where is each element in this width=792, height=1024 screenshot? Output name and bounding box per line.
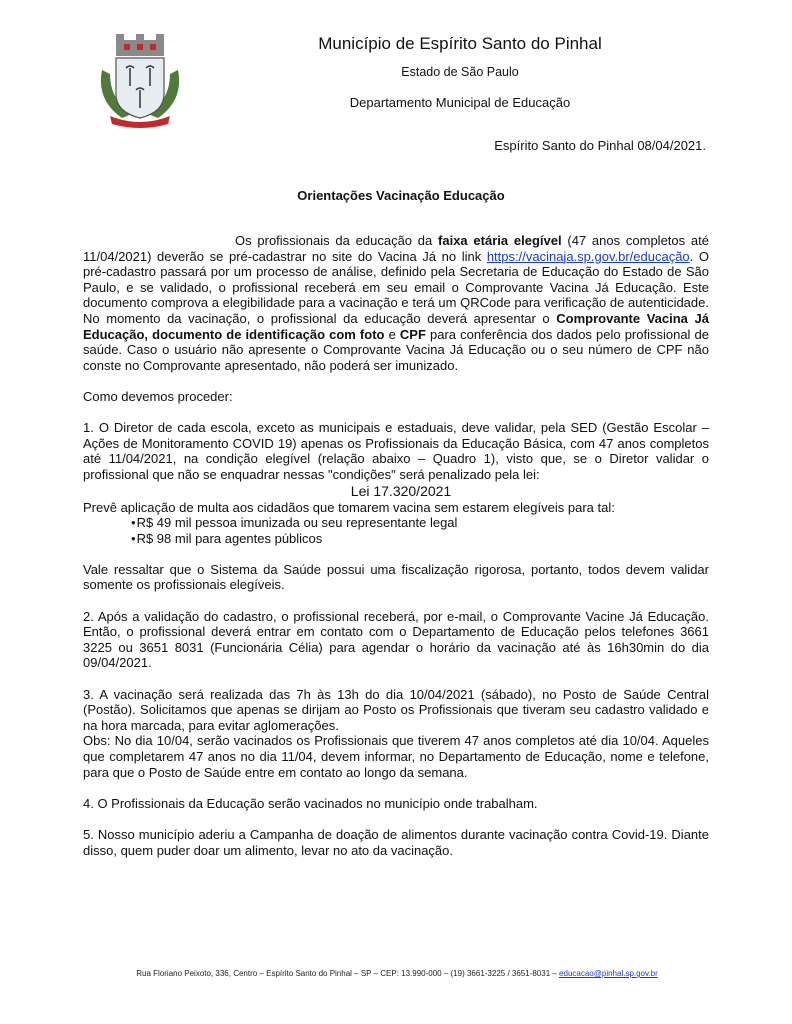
- bullet-icon: •: [131, 515, 136, 531]
- fine-item: [131, 515, 709, 531]
- item-1: 1. O Diretor de cada escola, exceto as municipais e estaduais, deve validar, pela SED (Gestão Escolar – Ações de Monitoramento COVID 19) apenas os Profissionais da Educação Básica, com 47 anos completos até 11/04/2021, na condição elegível (relação abaixo – Quadro 1), visto que, se o Diretor validar o profissional que não se enquadrar nessas "condições" será penalizado pela lei:: [83, 420, 709, 482]
- intro-paragraph: [83, 233, 709, 373]
- item-5: 5. Nosso município aderiu a Campanha de doação de alimentos durante vacinação contra Covid-19. Diante disso, quem puder doar um alimento, levar no ato da vacinação.: [83, 826, 709, 858]
- department-name: Departamento Municipal de Educação: [349, 95, 571, 110]
- date-line: Espírito Santo do Pinhal 08/04/2021.: [494, 138, 706, 153]
- intro-bold-cpf: CPF: [399, 326, 426, 342]
- intro-text: Os profissionais da educação da: [235, 233, 439, 248]
- law-title: Lei 17.320/2021: [350, 482, 452, 499]
- intro-bold-documents: Comprovante Vacina Já Educação, documento de identificação com foto: [83, 310, 709, 342]
- document-body: [83, 233, 709, 858]
- fines-list: [83, 515, 709, 546]
- footer: [0, 969, 792, 978]
- item-2: 2. Após a validação do cadastro, o profissional receberá, por e-mail, o Comprovante Vacine Já Educação. Então, o profissional deverá entrar em contato com o Departamento de Educação pelos telefones 3661 3225 ou 3651 8031 (Funcionária Célia) para agendar o horário da vacinação até às 16h30min do dia 09/04/2021.: [83, 608, 709, 671]
- state-name: Estado de São Paulo: [401, 65, 519, 79]
- vacinaja-link[interactable]: https://vacinaja.sp.gov.br/educação: [486, 248, 690, 264]
- intro-bold-age-range: faixa etária elegível: [438, 233, 562, 248]
- intro-text: (47 anos completos até 11/04/2021) deverão se pré-cadastrar no site do Vacina Já no link: [83, 233, 709, 264]
- note-paragraph: Vale ressaltar que o Sistema da Saúde possui uma fiscalização rigorosa, portanto, todos devem validar somente os profissionais elegíveis.: [83, 561, 709, 593]
- intro-text: para conferência dos dados pelo profissional de saúde. Caso o usuário não apresente o Comprovante Vacina Já Educação ou o seu número de CPF não conste no Comprovante apresentado, não poderá ser imunizado.: [83, 326, 710, 373]
- document-title: Orientações Vacinação Educação: [297, 188, 505, 203]
- how-to-heading: Como devemos proceder:: [83, 388, 233, 404]
- intro-text: . O pré-cadastro passará por um processo de análise, definido pela Secretaria de Educação do Estado de São Paulo, e se validado, o profissional receberá em seu email o Comprovante Vacina Já Educação. Este documento comprova a elegibilidade para a vacinação e terá um QRCode para verificação de autenticidade. No momento da vacinação, o profissional da educação deverá apresentar o: [83, 248, 709, 326]
- item-4: 4. O Profissionais da Educação serão vacinados no município onde trabalham.: [83, 795, 538, 811]
- bullet-icon: •: [131, 530, 136, 546]
- item-3-obs: Obs: No dia 10/04, serão vacinados os Profissionais que tiverem 47 anos completos até dia 10/04. Aqueles que completarem 47 anos no dia 11/04, devem informar, no Departamento de Educação, nome e telefone, para que o Posto de Saúde entre em contato ao longo da semana.: [83, 733, 709, 780]
- municipality-title: Município de Espírito Santo do Pinhal: [318, 34, 602, 53]
- item-3: 3. A vacinação será realizada das 7h às 13h do dia 10/04/2021 (sábado), no Posto de Saúde Central (Postão). Solicitamos que apenas se dirijam ao Posto os Profissionais que tiveram seu cadastro validado e na hora marcada, para evitar aglomerações.: [83, 686, 709, 733]
- footer-address: Rua Floriano Peixoto, 336, Centro – Espírito Santo do Pinhal – SP – CEP: 13.990-000 – (19) 3661-3225 / 3651-8031 –: [136, 969, 560, 978]
- fine-item: [131, 531, 709, 547]
- intro-text: e: [384, 326, 400, 342]
- fine-text: R$ 98 mil para agentes públicos: [136, 530, 323, 546]
- law-description: Prevê aplicação de multa aos cidadãos que tomarem vacina sem estarem elegíveis para tal:: [83, 499, 615, 515]
- coat-of-arms-icon: [92, 30, 188, 130]
- footer-email-link[interactable]: educacao@pinhal.sp.gov.br: [559, 969, 658, 978]
- fine-text: R$ 49 mil pessoa imunizada ou seu representante legal: [136, 515, 458, 531]
